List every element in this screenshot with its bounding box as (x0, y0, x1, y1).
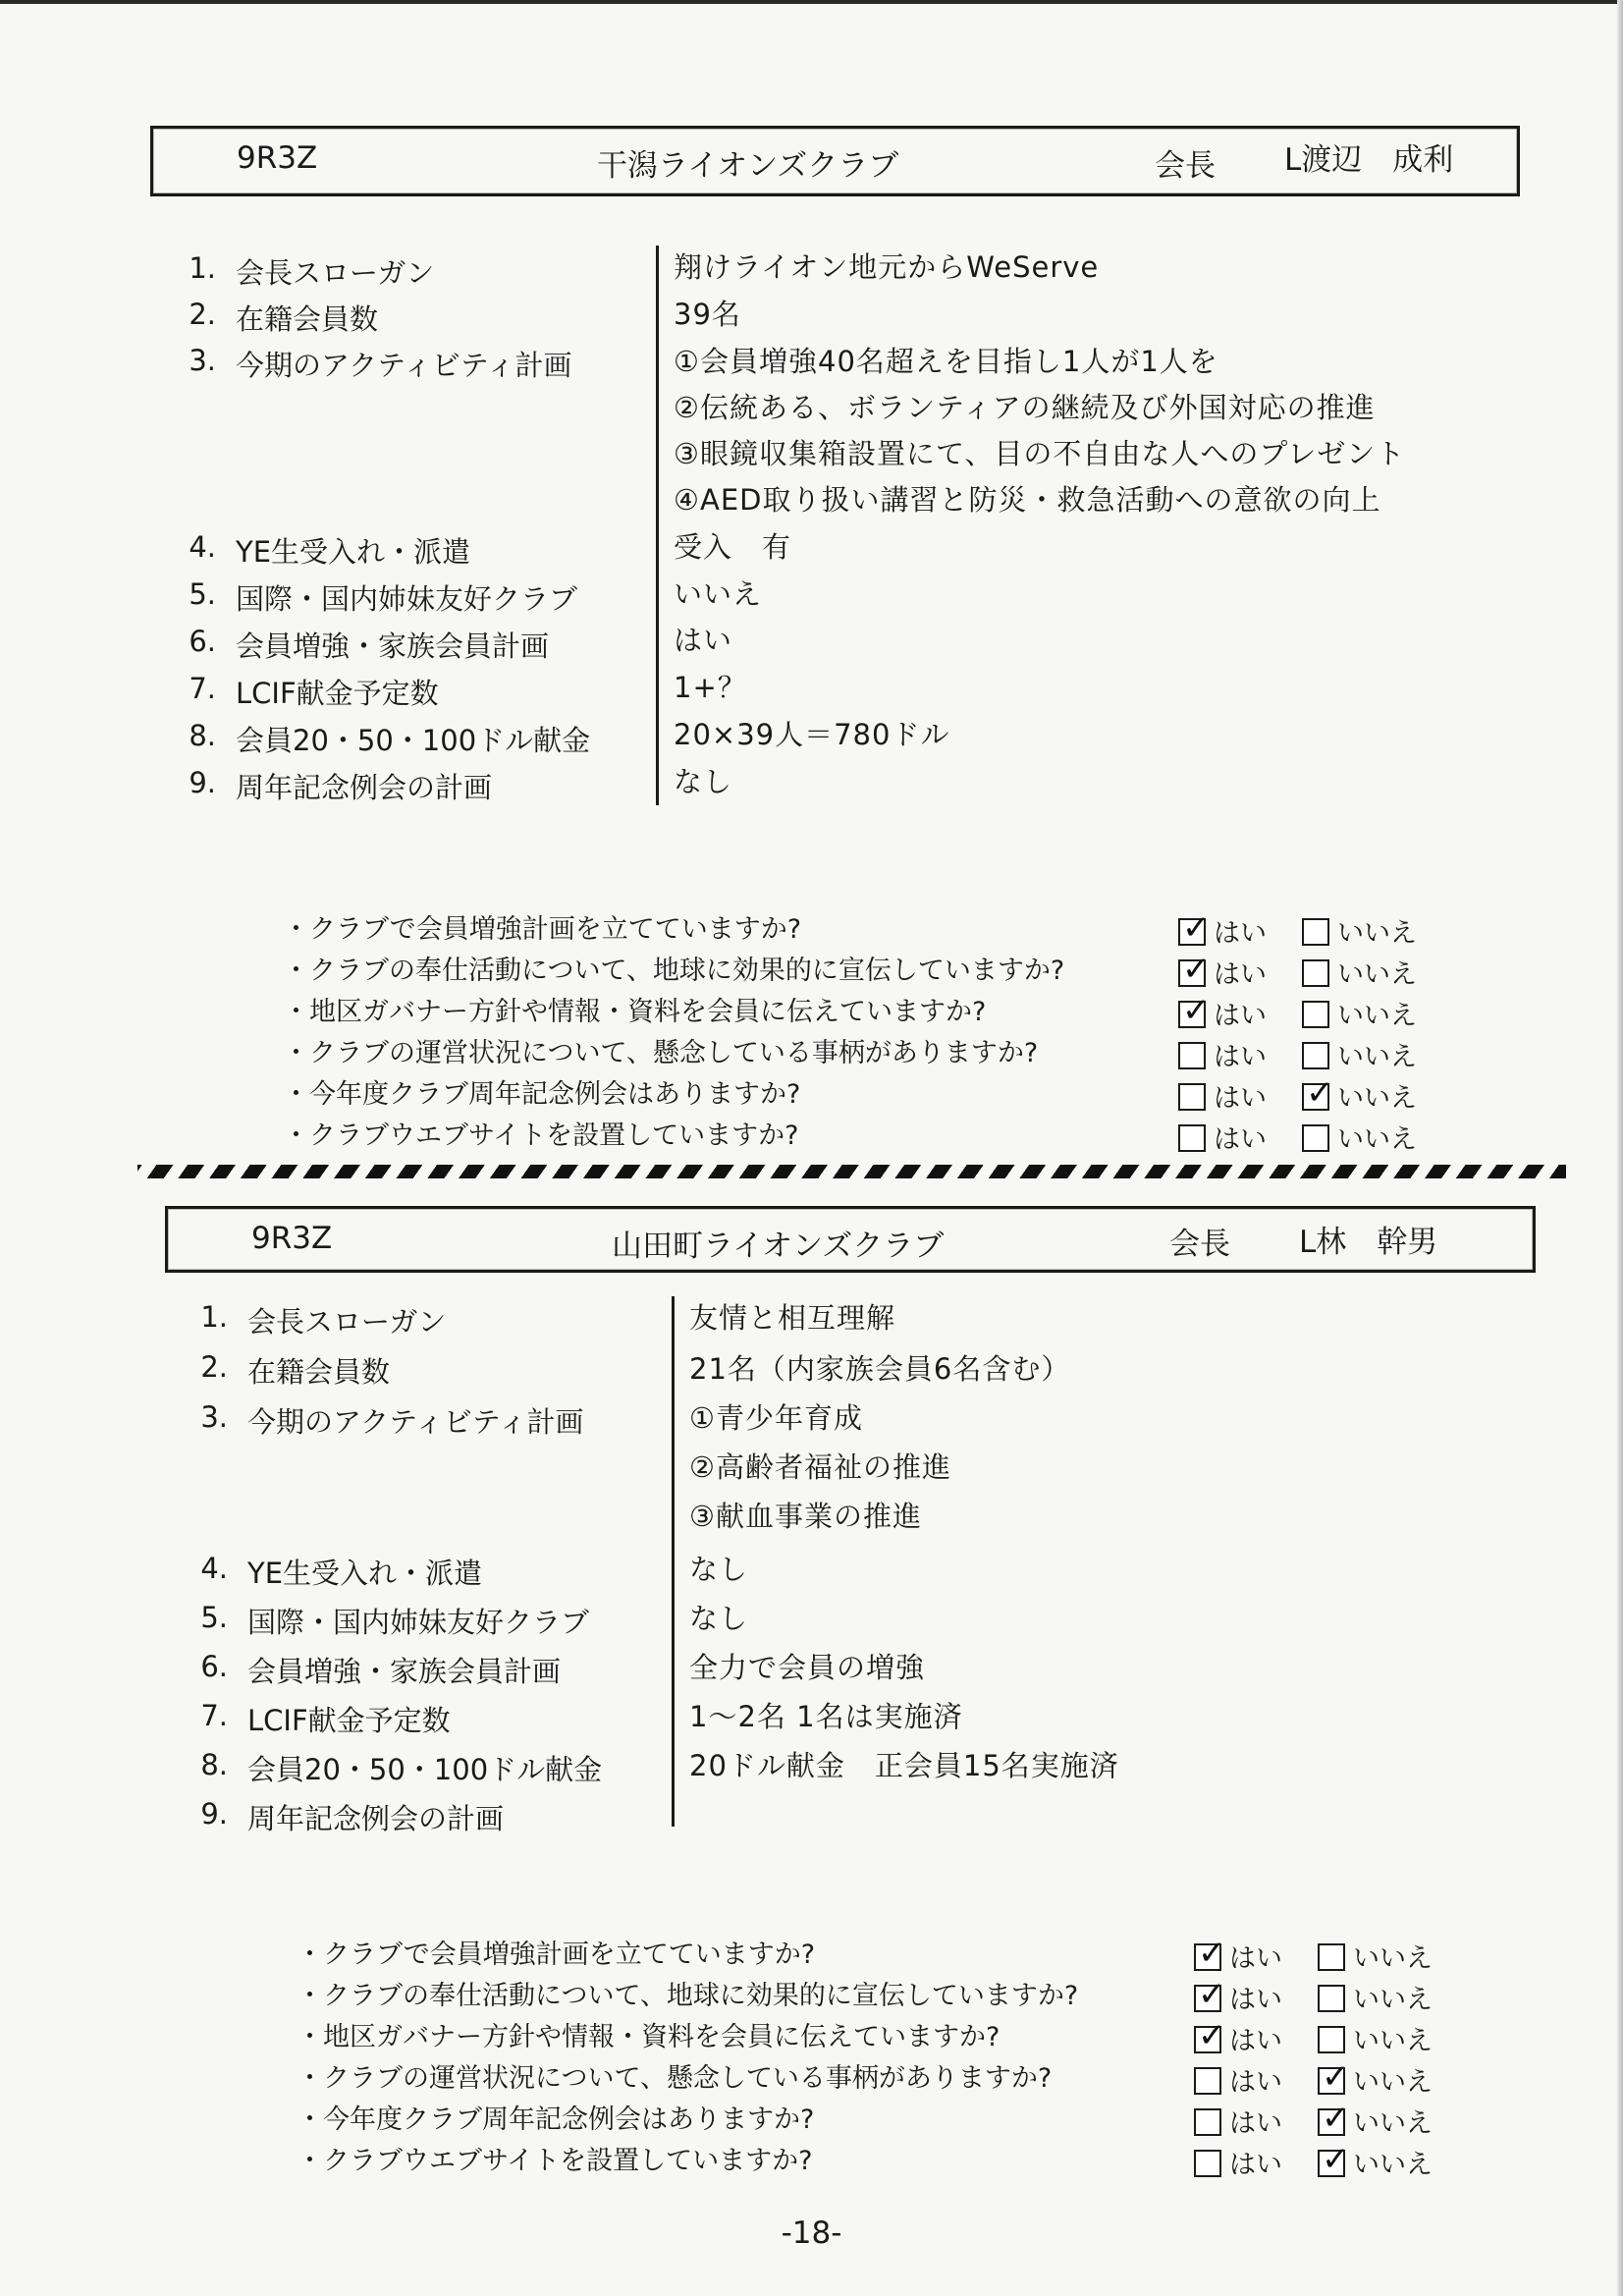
question: ・クラブで会員増強計画を立てていますか? (297, 1940, 816, 1970)
value-slogan: 友情と相互理解 (689, 1301, 896, 1335)
yes-checkbox[interactable] (1178, 1124, 1206, 1152)
no-label: いいえ (1337, 918, 1417, 949)
item-label: LCIF献金予定数 (236, 677, 439, 710)
value-lcif: 1+？ (674, 671, 747, 704)
yes-checkbox[interactable] (1178, 1083, 1206, 1111)
question: ・クラブで会員増強計画を立てていますか? (283, 914, 802, 945)
answer-row (1194, 2143, 1433, 2181)
zone-code: 9R3Z (251, 1221, 333, 1256)
item-number: 3. (189, 344, 216, 377)
item-label: 会員20・50・100ドル献金 (236, 724, 591, 757)
value-activity: ③献血事業の推進 (689, 1500, 922, 1533)
value-activity: ①会員増強40名超えを目指し1人が1人を (674, 345, 1218, 378)
item-number: 3. (200, 1400, 228, 1434)
item-label: LCIF献金予定数 (247, 1704, 451, 1737)
no-label: いいえ (1353, 1985, 1433, 2015)
no-label: いいえ (1337, 1083, 1417, 1114)
no-label: いいえ (1353, 2026, 1433, 2056)
value-donation: 20×39人＝780ドル (674, 718, 950, 751)
item-label: 周年記念例会の計画 (236, 771, 493, 804)
answer-row (1178, 953, 1417, 991)
item-label: 周年記念例会の計画 (247, 1802, 505, 1835)
value-anniversary: なし (674, 765, 733, 798)
item-number: 4. (200, 1552, 228, 1585)
no-checkbox[interactable] (1302, 1042, 1329, 1069)
item-number: 2. (200, 1350, 228, 1384)
no-checkbox[interactable] (1318, 1943, 1345, 1971)
value-members: 39名 (674, 298, 741, 331)
answer-row (1194, 2102, 1433, 2140)
answer-row (1194, 1978, 1433, 2016)
yes-checkbox[interactable] (1194, 2026, 1221, 2053)
item-label: 会長スローガン (236, 256, 435, 290)
yes-label: はい (1229, 2150, 1282, 2180)
question: ・クラブの運営状況について、懸念している事柄がありますか? (297, 2063, 1053, 2094)
no-label: いいえ (1353, 2150, 1433, 2180)
value-members: 21名（内家族会員6名含む） (689, 1352, 1071, 1386)
item-number: 9. (200, 1797, 228, 1831)
value-activity: ②高齢者福祉の推進 (689, 1450, 951, 1484)
club-header (165, 1206, 1536, 1273)
item-label: 会員増強・家族会員計画 (247, 1655, 562, 1688)
yes-label: はい (1229, 2026, 1282, 2056)
column-divider (656, 246, 659, 805)
yes-checkbox[interactable] (1194, 2150, 1221, 2177)
yes-label: はい (1214, 918, 1267, 949)
no-checkbox[interactable] (1318, 2108, 1345, 2136)
no-checkbox[interactable] (1302, 918, 1329, 946)
yes-label: はい (1229, 1985, 1282, 2015)
no-label: いいえ (1353, 2067, 1433, 2098)
answer-row (1194, 1937, 1433, 1975)
yes-label: はい (1229, 2108, 1282, 2139)
section-divider (137, 1165, 1566, 1178)
no-checkbox[interactable] (1302, 1124, 1329, 1152)
question: ・地区ガバナー方針や情報・資料を会員に伝えていますか? (297, 2022, 1001, 2052)
value-membership-plan: 全力で会員の増強 (689, 1651, 926, 1684)
yes-checkbox[interactable] (1194, 2067, 1221, 2095)
no-label: いいえ (1353, 1943, 1433, 1974)
value-membership-plan: はい (674, 624, 733, 657)
value-activity: ③眼鏡収集箱設置にて、目の不自由な人へのプレゼント (674, 437, 1406, 470)
no-checkbox[interactable] (1318, 1985, 1345, 2012)
yes-checkbox[interactable] (1194, 2108, 1221, 2136)
answer-row (1178, 1035, 1417, 1073)
no-checkbox[interactable] (1318, 2026, 1345, 2053)
answer-row (1178, 911, 1417, 950)
item-number: 4. (189, 530, 216, 564)
item-number: 9. (189, 766, 216, 799)
question: ・クラブの奉仕活動について、地球に効果的に宣伝していますか? (297, 1981, 1079, 2011)
item-label: 今期のアクティビティ計画 (236, 349, 572, 382)
no-checkbox[interactable] (1318, 2067, 1345, 2095)
item-label: YE生受入れ・派遣 (247, 1557, 483, 1590)
value-donation: 20ドル献金 正会員15名実施済 (689, 1749, 1119, 1782)
president-name: L渡辺 成利 (1284, 142, 1454, 178)
yes-label: はい (1214, 1124, 1267, 1155)
yes-checkbox[interactable] (1194, 1985, 1221, 2012)
yes-checkbox[interactable] (1178, 1001, 1206, 1028)
question: ・クラブウエブサイトを設置していますか? (297, 2146, 813, 2176)
item-number: 1. (200, 1300, 228, 1334)
no-label: いいえ (1353, 2108, 1433, 2139)
item-label: 在籍会員数 (236, 302, 379, 336)
club-header (150, 126, 1520, 196)
no-label: いいえ (1337, 959, 1417, 990)
answer-row (1178, 1076, 1417, 1115)
value-slogan: 翔けライオン地元からWeServe (674, 250, 1100, 284)
column-divider (672, 1296, 675, 1827)
value-ye: 受入 有 (674, 530, 792, 564)
no-label: いいえ (1337, 1042, 1417, 1072)
value-lcif: 1～2名 1名は実施済 (689, 1700, 963, 1733)
club-name: 干潟ライオンズクラブ (597, 148, 899, 184)
value-sister-club: いいえ (674, 577, 763, 611)
page-number: -18- (781, 2215, 842, 2251)
question: ・今年度クラブ周年記念例会はありますか? (297, 2105, 815, 2135)
yes-label: はい (1214, 959, 1267, 990)
item-label: 会長スローガン (247, 1305, 447, 1339)
no-label: いいえ (1337, 1001, 1417, 1031)
value-ye: なし (689, 1553, 749, 1586)
item-label: 国際・国内姉妹友好クラブ (236, 582, 578, 616)
yes-label: はい (1214, 1042, 1267, 1072)
no-checkbox[interactable] (1318, 2150, 1345, 2177)
item-label: 会員20・50・100ドル献金 (247, 1753, 603, 1786)
item-number: 1. (189, 251, 216, 285)
yes-label: はい (1229, 2067, 1282, 2098)
answer-row (1194, 2060, 1433, 2099)
president-role: 会長 (1155, 148, 1216, 184)
question: ・今年度クラブ周年記念例会はありますか? (283, 1079, 801, 1110)
item-label: 在籍会員数 (247, 1355, 391, 1389)
item-number: 8. (200, 1748, 228, 1781)
no-checkbox[interactable] (1302, 1083, 1329, 1111)
president-role: 会長 (1169, 1227, 1230, 1262)
item-number: 6. (189, 625, 216, 658)
answer-row (1194, 2019, 1433, 2057)
value-activity: ④AED取り扱い講習と防災・救急活動への意欲の向上 (674, 483, 1381, 517)
scan-edge (0, 0, 1623, 4)
yes-checkbox[interactable] (1178, 959, 1206, 987)
value-activity: ①青少年育成 (689, 1401, 863, 1435)
zone-code: 9R3Z (237, 140, 318, 176)
item-number: 5. (200, 1601, 228, 1634)
yes-checkbox[interactable] (1178, 918, 1206, 946)
item-number: 7. (200, 1699, 228, 1732)
item-label: 今期のアクティビティ計画 (247, 1405, 584, 1439)
yes-checkbox[interactable] (1194, 1943, 1221, 1971)
item-number: 5. (189, 577, 216, 611)
question: ・クラブの運営状況について、懸念している事柄がありますか? (283, 1038, 1039, 1068)
item-label: YE生受入れ・派遣 (236, 535, 471, 569)
scan-edge-shadow (1617, 0, 1623, 2296)
item-label: 会員増強・家族会員計画 (236, 629, 550, 663)
item-number: 2. (189, 298, 216, 331)
value-sister-club: なし (689, 1602, 749, 1635)
value-activity: ②伝統ある、ボランティアの継続及び外国対応の推進 (674, 391, 1376, 424)
club-name: 山田町ライオンズクラブ (612, 1229, 945, 1264)
no-label: いいえ (1337, 1124, 1417, 1155)
question: ・クラブの奉仕活動について、地球に効果的に宣伝していますか? (283, 956, 1065, 986)
answer-row (1178, 994, 1417, 1032)
item-number: 7. (189, 672, 216, 705)
president-name: L林 幹男 (1299, 1225, 1438, 1260)
item-number: 8. (189, 719, 216, 752)
yes-label: はい (1214, 1001, 1267, 1031)
answer-row (1178, 1118, 1417, 1156)
no-checkbox[interactable] (1302, 1001, 1329, 1028)
question: ・地区ガバナー方針や情報・資料を会員に伝えていますか? (283, 997, 987, 1027)
question: ・クラブウエブサイトを設置していますか? (283, 1121, 799, 1151)
yes-checkbox[interactable] (1178, 1042, 1206, 1069)
item-number: 6. (200, 1650, 228, 1683)
item-label: 国際・国内姉妹友好クラブ (247, 1606, 590, 1639)
yes-label: はい (1214, 1083, 1267, 1114)
yes-label: はい (1229, 1943, 1282, 1974)
no-checkbox[interactable] (1302, 959, 1329, 987)
